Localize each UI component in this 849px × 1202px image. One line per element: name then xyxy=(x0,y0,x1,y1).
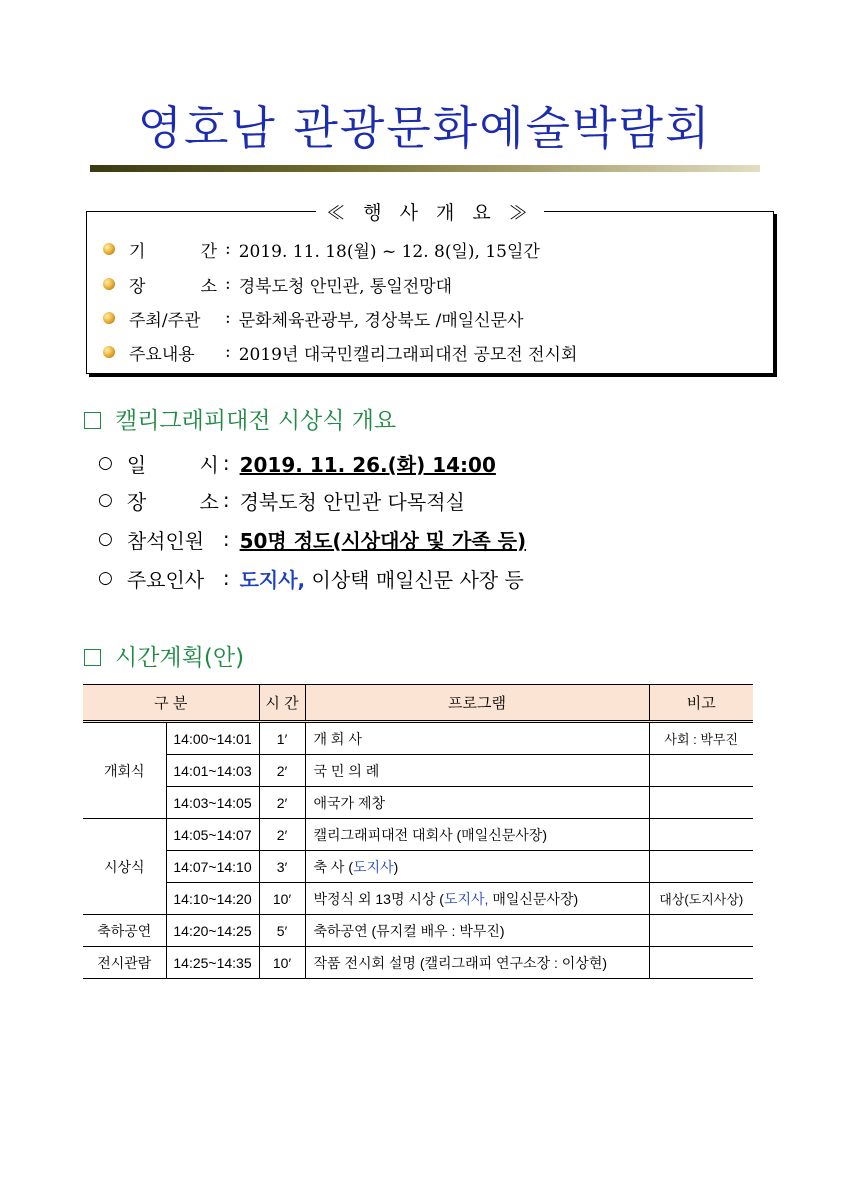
ceremony-label: 장 소 xyxy=(126,489,219,514)
overview-separator: : xyxy=(225,239,231,259)
duration-cell: 5′ xyxy=(259,915,305,947)
duration-cell: 1′ xyxy=(259,722,305,755)
ceremony-separator: : xyxy=(222,566,230,590)
program-text: 축 사 ( xyxy=(313,858,353,875)
time-cell: 14:01~14:03 xyxy=(166,755,259,787)
schedule-table xyxy=(83,684,753,979)
ceremony-label: 참석인원 xyxy=(126,528,205,553)
event-overview-box xyxy=(86,202,774,374)
ceremony-label: 일 시 xyxy=(126,452,219,477)
orange-bullet-icon xyxy=(103,278,115,290)
orange-bullet-icon xyxy=(103,346,115,358)
overview-value: 문화체육관광부, 경상북도 /매일신문사 xyxy=(238,310,524,331)
overview-label: 장 소 xyxy=(129,276,217,297)
time-cell: 14:20~14:25 xyxy=(166,915,259,947)
column-header-program: 프로그램 xyxy=(305,685,649,722)
time-cell: 14:25~14:35 xyxy=(166,947,259,979)
table-header-row xyxy=(83,685,753,722)
group-name: 전시관람 xyxy=(83,947,166,979)
duration-cell: 3′ xyxy=(259,851,305,883)
program-cell xyxy=(305,851,649,883)
program-cell: 애국가 제창 xyxy=(305,787,649,819)
duration-cell: 10′ xyxy=(259,883,305,915)
circle-bullet-icon: ○ xyxy=(98,529,113,549)
note-cell: 대상(도지사상) xyxy=(649,883,753,915)
circle-bullet-icon: ○ xyxy=(98,490,113,510)
checkbox-square-icon xyxy=(84,412,101,429)
column-header-note: 비고 xyxy=(649,685,753,722)
overview-separator: : xyxy=(225,308,231,328)
table-row xyxy=(83,722,753,755)
table-row xyxy=(83,915,753,947)
group-name: 개회식 xyxy=(83,722,166,819)
orange-bullet-icon xyxy=(103,243,115,255)
ceremony-value: 경북도청 안민관 다목적실 xyxy=(239,489,465,514)
time-cell: 14:03~14:05 xyxy=(166,787,259,819)
table-row xyxy=(83,787,753,819)
overview-separator: : xyxy=(225,274,231,294)
program-cell: 국 민 의 례 xyxy=(305,755,649,787)
overview-value: 2019. 11. 18(월) ~ 12. 8(일), 15일간 xyxy=(238,241,540,262)
ceremony-separator: : xyxy=(222,488,230,512)
schedule-section-heading: 시간계획(안) xyxy=(84,639,244,672)
ceremony-row-datetime xyxy=(98,447,496,479)
program-text: 박정식 외 13명 시상 ( xyxy=(313,890,444,907)
program-cell: 개 회 사 xyxy=(305,722,649,755)
note-cell xyxy=(649,947,753,979)
time-cell: 14:10~14:20 xyxy=(166,883,259,915)
duration-cell: 2′ xyxy=(259,755,305,787)
ceremony-separator: : xyxy=(222,451,230,475)
note-cell xyxy=(649,851,753,883)
table-row xyxy=(83,755,753,787)
ceremony-separator: : xyxy=(222,527,230,551)
checkbox-square-icon xyxy=(84,649,101,666)
title-underline-bar xyxy=(90,165,760,172)
overview-value: 경북도청 안민관, 통일전망대 xyxy=(238,276,453,297)
table-row xyxy=(83,947,753,979)
ceremony-label: 주요인사 xyxy=(126,567,205,592)
overview-row-place xyxy=(103,271,452,297)
program-text: 매일신문사장) xyxy=(488,890,579,907)
note-cell xyxy=(649,915,753,947)
overview-heading: ≪ 행 사 개 요 ≫ xyxy=(316,202,544,224)
note-cell xyxy=(649,755,753,787)
time-cell: 14:07~14:10 xyxy=(166,851,259,883)
time-cell: 14:05~14:07 xyxy=(166,819,259,851)
program-text: ) xyxy=(393,858,399,875)
program-cell: 캘리그래피대전 대회사 (매일신문사장) xyxy=(305,819,649,851)
ceremony-value-highlight: 도지사, xyxy=(239,567,306,592)
overview-label: 주요내용 xyxy=(129,344,195,365)
ceremony-row-place xyxy=(98,484,465,516)
orange-bullet-icon xyxy=(103,312,115,324)
overview-label: 주최/주관 xyxy=(129,310,201,331)
ceremony-row-dignitaries xyxy=(98,562,524,594)
ceremony-value: 50명 정도(시상대상 및 가족 등) xyxy=(239,528,527,553)
table-row xyxy=(83,883,753,915)
overview-row-host xyxy=(103,305,523,331)
column-header-duration: 시 간 xyxy=(259,685,305,722)
overview-row-period xyxy=(103,236,540,262)
ceremony-section-heading: 캘리그래피대전 시상식 개요 xyxy=(84,402,396,435)
time-cell: 14:00~14:01 xyxy=(166,722,259,755)
note-cell xyxy=(649,819,753,851)
table-row xyxy=(83,851,753,883)
overview-value: 2019년 대국민캘리그래피대전 공모전 전시회 xyxy=(238,344,578,365)
circle-bullet-icon: ○ xyxy=(98,568,113,588)
group-name: 축하공연 xyxy=(83,915,166,947)
duration-cell: 10′ xyxy=(259,947,305,979)
overview-row-content xyxy=(103,339,577,365)
ceremony-value: 이상택 매일신문 사장 등 xyxy=(305,567,524,592)
program-cell xyxy=(305,883,649,915)
overview-separator: : xyxy=(225,342,231,362)
duration-cell: 2′ xyxy=(259,819,305,851)
ceremony-value: 2019. 11. 26.(화) 14:00 xyxy=(239,452,496,477)
circle-bullet-icon: ○ xyxy=(98,453,113,473)
program-highlight: 도지사 xyxy=(353,858,394,875)
note-cell: 사회 : 박무진 xyxy=(649,722,753,755)
overview-label: 기 간 xyxy=(129,241,217,262)
program-cell: 축하공연 (뮤지컬 배우 : 박무진) xyxy=(305,915,649,947)
column-header-category: 구 분 xyxy=(83,685,259,722)
page-title: 영호남 관광문화예술박람회 xyxy=(137,101,712,155)
program-cell: 작품 전시회 설명 (캘리그래피 연구소장 : 이상현) xyxy=(305,947,649,979)
program-highlight: 도지사, xyxy=(443,890,489,907)
group-name: 시상식 xyxy=(83,819,166,915)
ceremony-row-attendees xyxy=(98,523,526,555)
table-row xyxy=(83,819,753,851)
duration-cell: 2′ xyxy=(259,787,305,819)
note-cell xyxy=(649,787,753,819)
